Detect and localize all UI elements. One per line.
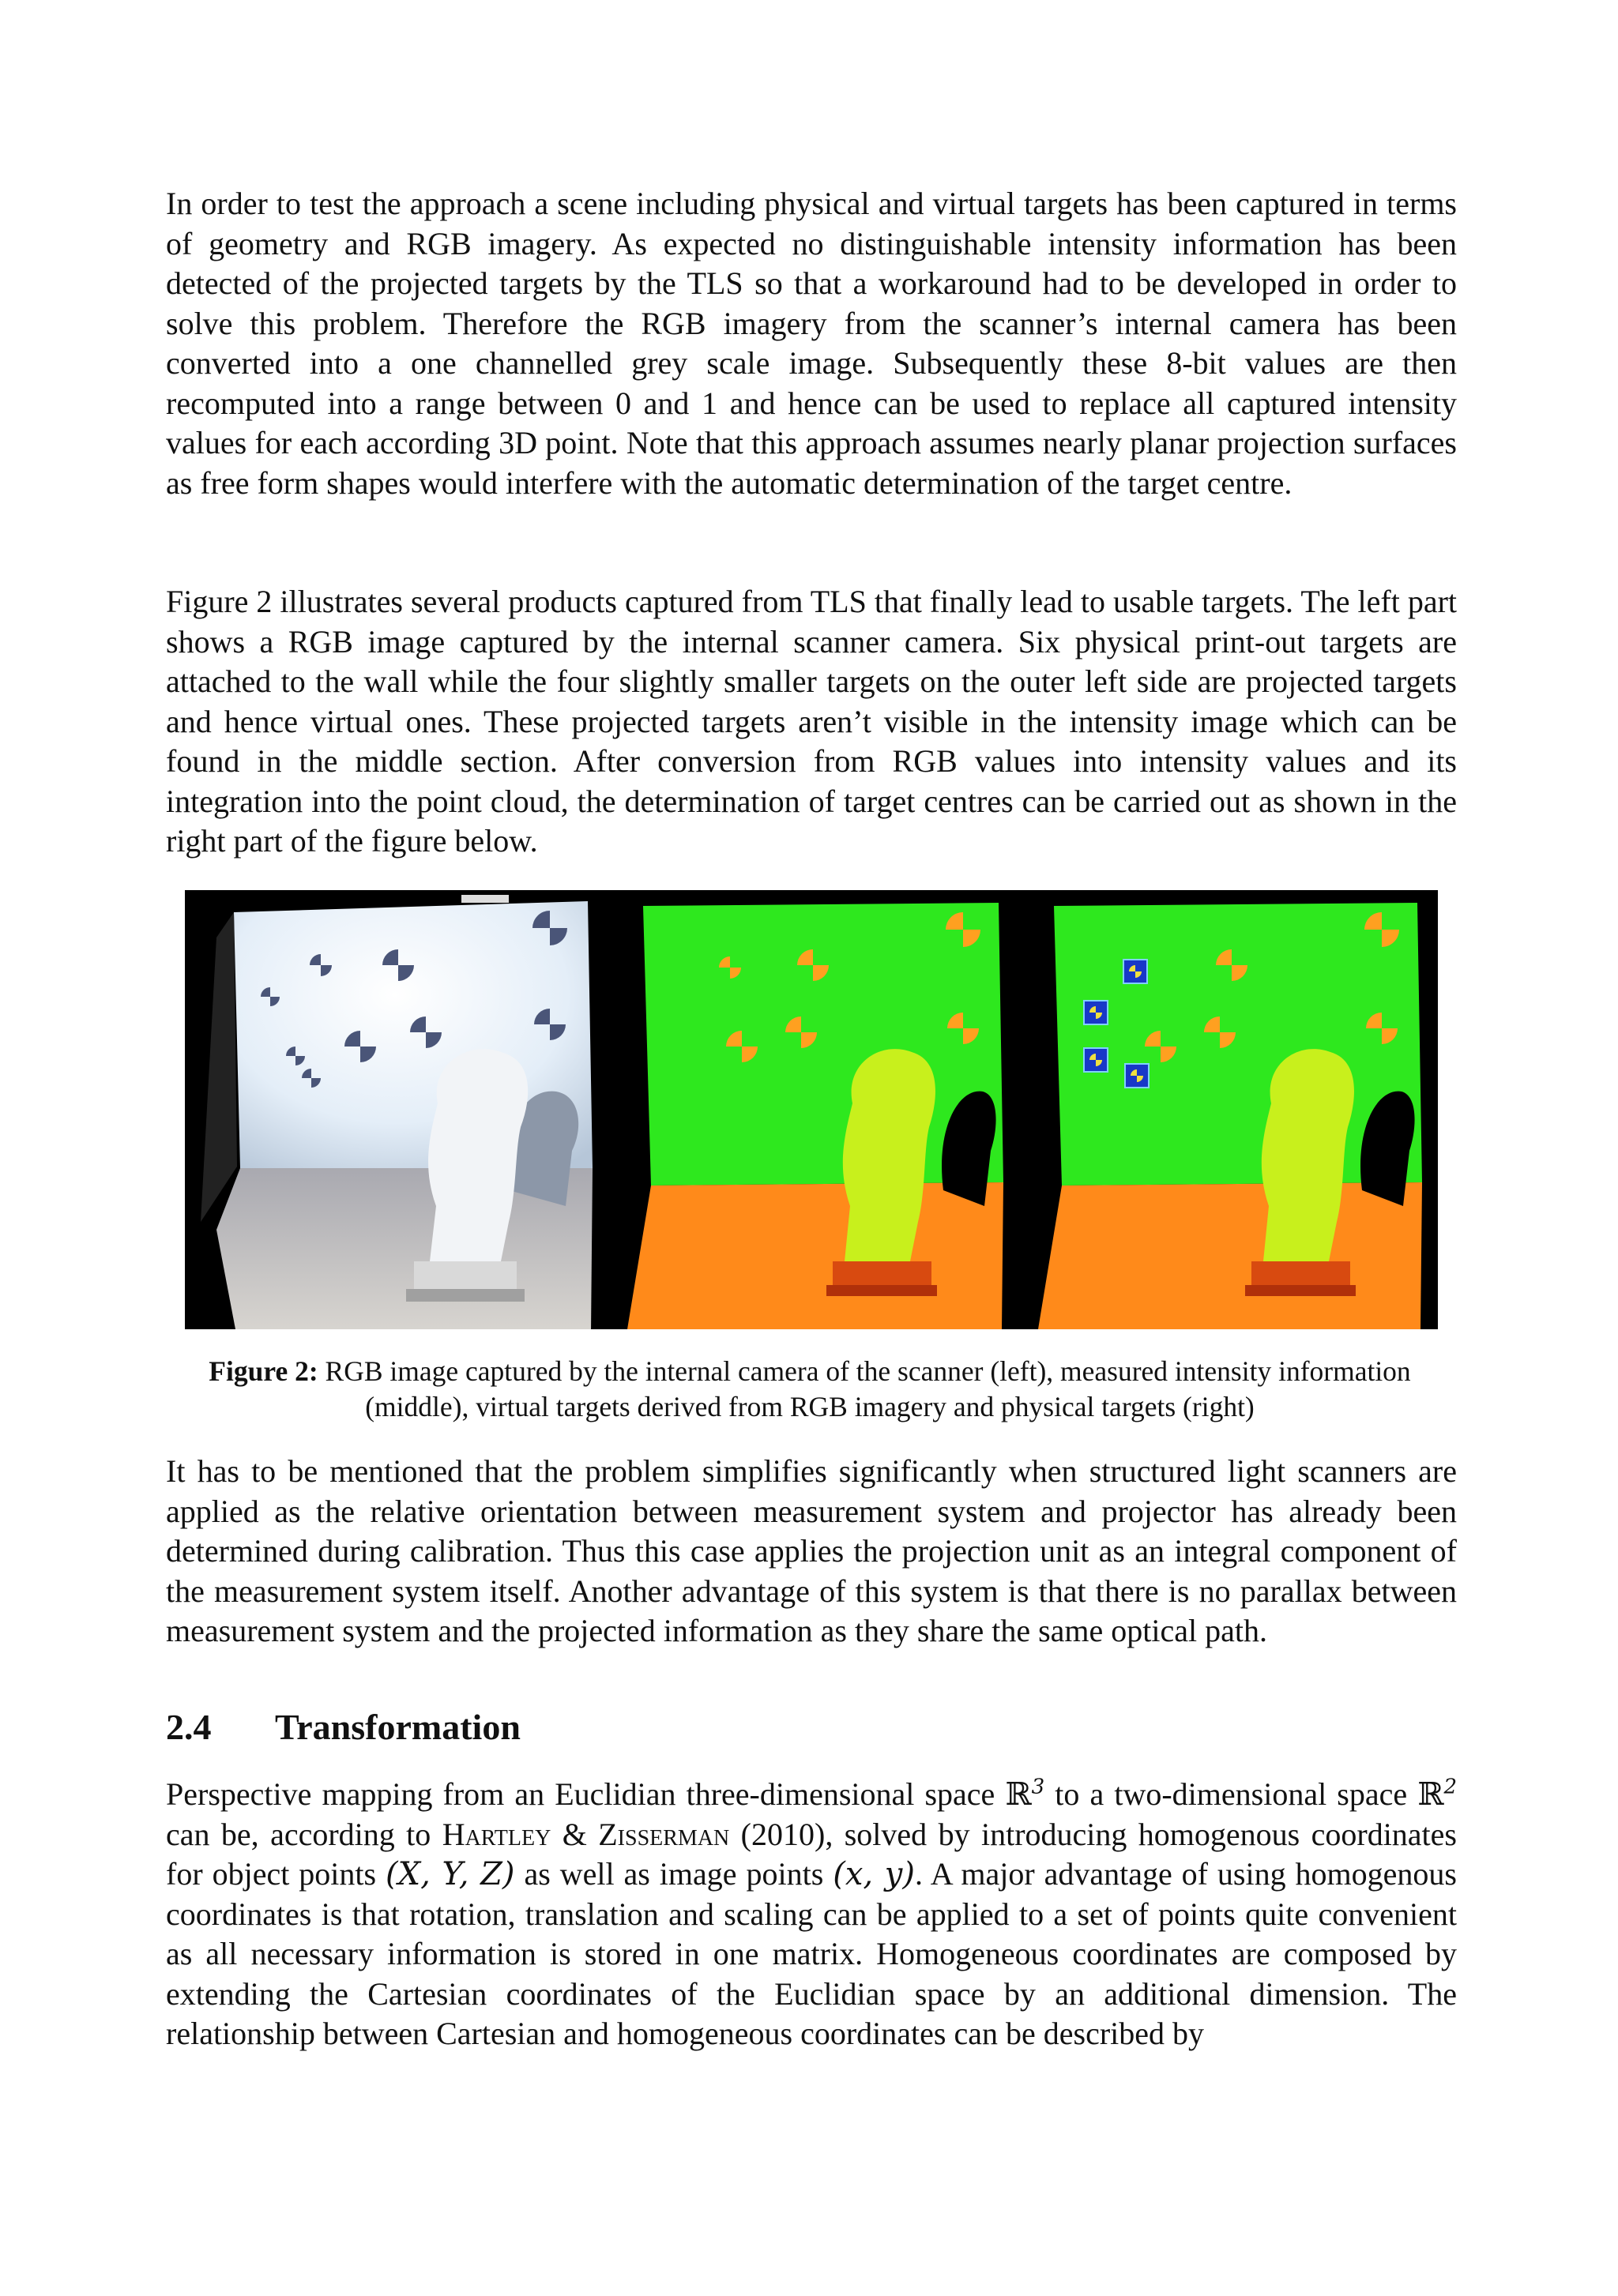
citation-author-1: Hartley [442, 1816, 551, 1852]
figure-2 [185, 890, 1438, 1329]
section-heading [166, 1706, 521, 1748]
p4-text-5: as well as image points [514, 1856, 833, 1892]
p4-text-1: Perspective mapping from an Euclidian three-dimensional space [166, 1776, 1006, 1812]
section-title: Transformation [275, 1707, 521, 1747]
math-r2-exponent: 2 [1443, 1775, 1457, 1799]
math-r2: ℝ [1417, 1776, 1444, 1813]
p4-text-6: . A major advantage of using homogenous coordinates is that rotation, translation and scaling can be applied to a set of points quite convenient as all necessary information is stored in one matrix. Homogeneous coordinates are composed by extending the Cartesian coordinates of the Euclidian space by an additional dimension. The relationship between Cartesian and homogeneous coordinates can be described by [166, 1856, 1457, 2051]
math-object-points: (X, Y, Z) [386, 1856, 515, 1892]
figure-caption [198, 1354, 1422, 1425]
math-r3: ℝ [1005, 1776, 1032, 1813]
p4-text-3: can be, according to [166, 1816, 442, 1852]
figure-caption-text: RGB image captured by the internal camera of the scanner (left), measured intensity information (middle), virtual targets derived from RGB imagery and physical targets (right) [318, 1355, 1411, 1422]
paragraph-figure-description: Figure 2 illustrates several products captured from TLS that finally lead to usable targets. The left part shows a RGB image captured by the internal scanner camera. Six physical print-out targets are attached to the wall while the four slightly smaller targets on the outer left side are projected targets and hence virtual ones. These projected targets aren’t visible in the intensity image which can be found in the middle section. After conversion from RGB values into intensity values and its integration into the point cloud, the determination of target centres can be carried out as shown in the right part of the figure below. [166, 584, 1457, 859]
citation-author-2: Zisserman [598, 1816, 730, 1852]
panel-targets-image [1038, 903, 1422, 1329]
paragraph-structured-light: It has to be mentioned that the problem simplifies significantly when structured light scanners are applied as the relative orientation between measurement system and projector has already been determined during calibration. Thus this case applies the projection unit as an integral component of the measurement system itself. Another advantage of this system is that there is no parallax between measurement system and the projected information as they share the same optical path. [166, 1453, 1457, 1648]
p4-text-2: to a two-dimensional space [1044, 1776, 1418, 1812]
figure-caption-label: Figure 2: [209, 1355, 318, 1387]
p4-text-4: (2010), solved by introducing homogenous coordinates for object points [166, 1816, 1457, 1892]
paragraph-transformation [166, 1775, 1457, 2054]
math-r3-exponent: 3 [1031, 1775, 1045, 1799]
figure-2-image [185, 890, 1438, 1329]
math-image-points: (x, y) [833, 1856, 915, 1892]
section-number: 2.4 [166, 1707, 212, 1747]
paragraph-intro: In order to test the approach a scene including physical and virtual targets has been captured in terms of geometry and RGB imagery. As expected no distinguishable intensity information has been detected of the projected targets by the TLS so that a workaround had to be developed in order to solve this problem. Therefore the RGB imagery from the scanner’s internal camera has been converted into a one channelled grey scale image. Subsequently these 8-bit values are then recomputed into a range between 0 and 1 and hence can be used to replace all captured intensity values for each according 3D point. Note that this approach assumes nearly planar projection surfaces as free form shapes would interfere with the automatic determination of the target centre. [166, 186, 1457, 501]
citation-ampersand: & [551, 1816, 599, 1852]
